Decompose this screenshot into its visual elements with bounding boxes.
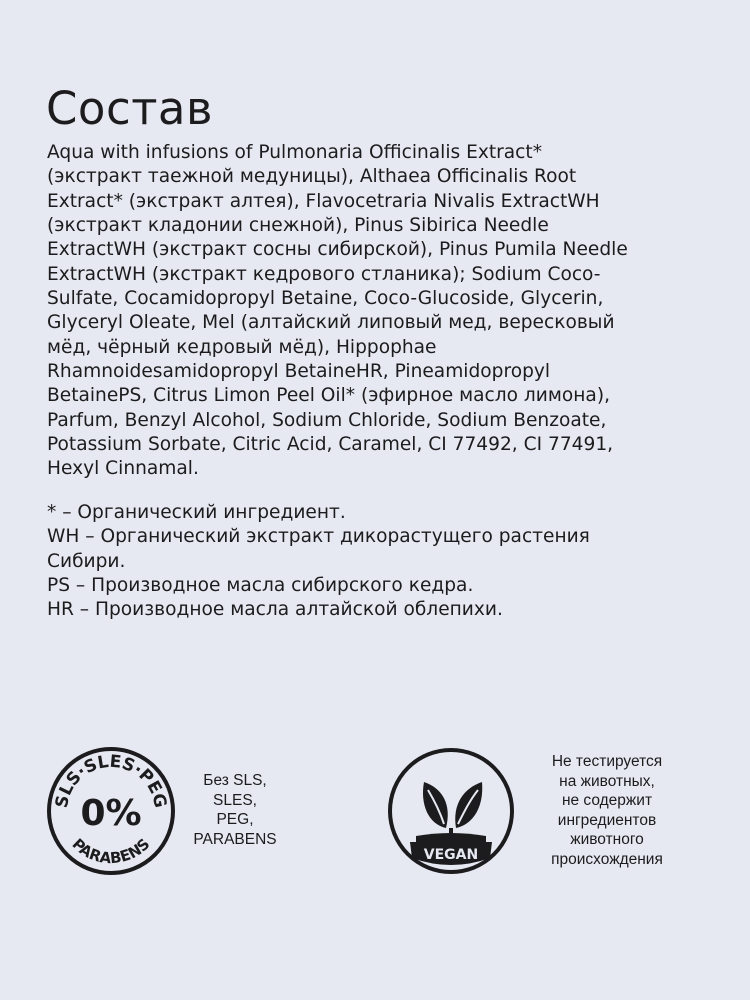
footnote-organic: * – Органический ингредиент. (47, 502, 346, 523)
page-title: Состав (46, 82, 214, 136)
ingredients-list: Aqua with infusions of Pulmonaria Officinalis Extract* (экстракт таежной медуницы), Althaea Officinalis Root Extract* (экстракт алтея), Flavocetraria Nivalis ExtractWH (экстракт кладонии снежной), Pinus Sibirica Needle ExtractWH (экстракт сосны сибирской), Pinus Pumila Needle ExtractWH (экстракт кедрового стланика); Sodium Coco- Sulfate, Cocamidopropyl Betaine, Coco-Glucoside, Glycerin, Glyceryl Oleate, Mel (алтайский липовый мед, вересковый мёд, чёрный кедровый мёд), Hippophae Rhamnoidesamidopropyl BetaineHR, Pineamidopropyl BetainePS, Citrus Limon Peel Oil* (эфирное масло лимона), Parfum, Benzyl Alcohol, Sodium Chloride, Sodium Benzoate, Potassium Sorbate, Citric Acid, Caramel, CI 77492, CI 77491, Hexyl Cinnamal. (47, 142, 628, 480)
footnote-hr: HR – Производное масла алтайской облепихи. (47, 599, 503, 621)
vegan-leaf-badge-icon (386, 746, 516, 876)
vegan-label: VEGAN (423, 847, 479, 863)
badge-ring-top: SLS·SLES·PEG (51, 751, 171, 810)
footnote-wh: WH – Органический экстракт дикорастущего растения Сибири. (47, 526, 590, 572)
badge-ring-bottom: PARABENS (68, 834, 154, 868)
svg-text:PARABENS (69, 835, 154, 867)
footnotes (47, 501, 727, 622)
sls-free-badge-icon (45, 745, 177, 877)
footnote-ps: PS – Производное масла сибирского кедра. (47, 574, 474, 596)
sls-free-caption: Без SLS, SLES, PEG, PARABENS (193, 772, 277, 848)
vegan-caption: Не тестируется на животных, не содержит ингредиентов животного происхождения (551, 753, 663, 868)
badge-percent: 0% (80, 793, 142, 834)
